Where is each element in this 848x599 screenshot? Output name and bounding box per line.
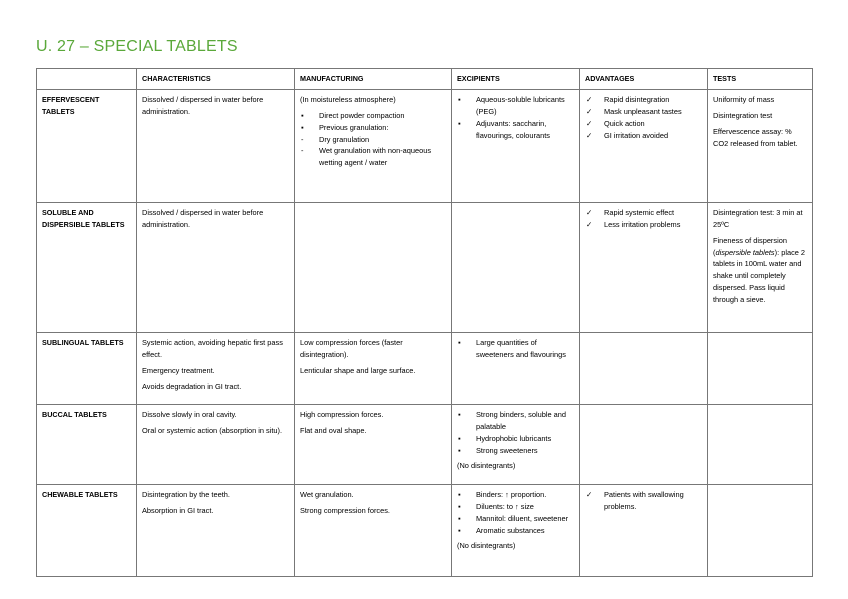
list-item: ▪ Strong binders, soluble and palatable bbox=[458, 410, 566, 431]
check-icon: ✓ bbox=[586, 106, 593, 116]
header-advantages: ADVANTAGES bbox=[580, 69, 708, 90]
bullet-icon: ▪ bbox=[458, 513, 461, 523]
cell-text: High compression forces. bbox=[300, 410, 384, 419]
bullet-icon: ▪ bbox=[458, 410, 461, 419]
list-item: ▪ Mannitol: diluent, sweetener bbox=[458, 513, 569, 523]
check-icon: ✓ bbox=[586, 118, 593, 128]
list-item: ✓ GI irritation avoided bbox=[586, 130, 669, 140]
bullet-icon: ▪ bbox=[458, 118, 461, 128]
cell-text: (No disintegrants) bbox=[457, 541, 516, 551]
header-manufacturing: MANUFACTURING bbox=[295, 69, 452, 90]
special-tablets-table bbox=[36, 68, 813, 577]
table-header-row bbox=[37, 69, 813, 90]
check-icon: ✓ bbox=[586, 208, 593, 217]
cell-text: Wet granulation. bbox=[300, 490, 354, 499]
check-icon: ✓ bbox=[586, 95, 593, 104]
dash-icon: - bbox=[301, 134, 304, 144]
table-row bbox=[37, 90, 813, 203]
cell-text: Dissolved / dispersed in water before administration. bbox=[142, 95, 264, 116]
list-item: ▪ Large quantities of sweeteners and flavourings bbox=[458, 338, 566, 359]
cell-tests bbox=[708, 333, 813, 405]
list-item: ✓ Quick action bbox=[586, 118, 645, 128]
list-item: ✓ Mask unpleasant tastes bbox=[586, 106, 682, 116]
cell-manufacturing bbox=[295, 203, 452, 333]
header-tests: TESTS bbox=[708, 69, 813, 90]
cell-advantages bbox=[580, 90, 708, 203]
row-header-effervescent: EFFERVESCENT TABLETS bbox=[37, 90, 137, 203]
cell-characteristics bbox=[137, 405, 295, 485]
cell-advantages bbox=[580, 405, 708, 485]
cell-text: (No disintegrants) bbox=[457, 461, 516, 471]
cell-manufacturing bbox=[295, 90, 452, 203]
check-icon: ✓ bbox=[586, 130, 593, 140]
check-icon: ✓ bbox=[586, 490, 593, 499]
cell-text: Dissolved / dispersed in water before administration. bbox=[142, 208, 264, 229]
bullet-icon: ▪ bbox=[458, 501, 461, 511]
cell-excipients bbox=[452, 485, 580, 577]
list-item: ▪ Direct powder compaction bbox=[301, 110, 405, 120]
cell-tests bbox=[708, 485, 813, 577]
cell-text: Effervescence assay: % CO2 released from tablet. bbox=[713, 126, 798, 148]
page-title: U. 27 – SPECIAL TABLETS bbox=[36, 38, 238, 55]
cell-excipients bbox=[452, 90, 580, 203]
list-item: ▪ Aqueous-soluble lubricants (PEG) bbox=[458, 95, 565, 116]
cell-text: Emergency treatment. bbox=[142, 365, 215, 375]
bullet-icon: ▪ bbox=[458, 445, 461, 455]
list-item: ▪ Hydrophobic lubricants bbox=[458, 433, 552, 443]
list-item: ✓ Rapid disintegration bbox=[586, 95, 670, 104]
row-header-sublingual: SUBLINGUAL TABLETS bbox=[37, 333, 137, 405]
cell-text: Dissolve slowly in oral cavity. bbox=[142, 410, 237, 419]
bullet-icon: ▪ bbox=[301, 110, 304, 120]
header-empty bbox=[37, 69, 137, 90]
list-item: - Dry granulation bbox=[301, 134, 370, 144]
table-row bbox=[37, 405, 813, 485]
cell-text: Oral or systemic action (absorption in situ). bbox=[142, 425, 283, 435]
cell-manufacturing bbox=[295, 333, 452, 405]
list-item: ▪ Strong sweeteners bbox=[458, 445, 538, 455]
list-item: ▪ Previous granulation: bbox=[301, 122, 389, 132]
cell-text: Lenticular shape and large surface. bbox=[300, 365, 416, 375]
cell-tests bbox=[708, 203, 813, 333]
cell-advantages bbox=[580, 203, 708, 333]
list-item: ▪ Aromatic substances bbox=[458, 525, 545, 535]
cell-tests bbox=[708, 90, 813, 203]
cell-text: Disintegration by the teeth. bbox=[142, 490, 230, 499]
list-item: ▪ Adjuvants: saccharin, flavourings, colourants bbox=[458, 118, 550, 140]
cell-manufacturing bbox=[295, 405, 452, 485]
cell-advantages bbox=[580, 333, 708, 405]
list-item: ✓ Less irritation problems bbox=[586, 219, 681, 229]
header-excipients: EXCIPIENTS bbox=[452, 69, 580, 90]
cell-text: Systemic action, avoiding hepatic first pass effect. bbox=[142, 338, 283, 359]
list-item: ▪ Binders: ↑ proportion. bbox=[458, 490, 547, 499]
list-item: - Wet granulation with non-aqueous wetting agent / water bbox=[301, 146, 432, 168]
row-header-chewable: CHEWABLE TABLETS bbox=[37, 485, 137, 577]
bullet-icon: ▪ bbox=[458, 525, 461, 535]
cell-manufacturing bbox=[295, 485, 452, 577]
cell-text: Absorption in GI tract. bbox=[142, 505, 214, 515]
cell-characteristics bbox=[137, 333, 295, 405]
list-item: ✓ Patients with swallowing problems. bbox=[586, 490, 684, 511]
cell-text: Strong compression forces. bbox=[300, 505, 390, 515]
bullet-icon: ▪ bbox=[301, 122, 304, 132]
cell-excipients bbox=[452, 405, 580, 485]
cell-characteristics bbox=[137, 203, 295, 333]
cell-excipients bbox=[452, 203, 580, 333]
cell-advantages bbox=[580, 485, 708, 577]
bullet-icon: ▪ bbox=[458, 490, 461, 499]
cell-text: Flat and oval shape. bbox=[300, 425, 367, 435]
dash-icon: - bbox=[301, 146, 304, 156]
table-row bbox=[37, 203, 813, 333]
bullet-icon: ▪ bbox=[458, 433, 461, 443]
cell-text: Low compression forces (faster disintegration). bbox=[300, 338, 403, 359]
list-item: ▪ Diluents: to ↑ size bbox=[458, 501, 534, 511]
header-characteristics: CHARACTERISTICS bbox=[137, 69, 295, 90]
cell-text: Disintegration test: 3 min at 25ºC bbox=[713, 208, 803, 229]
cell-excipients bbox=[452, 333, 580, 405]
cell-text: Avoids degradation in GI tract. bbox=[142, 381, 242, 391]
check-icon: ✓ bbox=[586, 219, 593, 229]
cell-text: (In moistureless atmosphere) bbox=[300, 95, 396, 104]
cell-tests bbox=[708, 405, 813, 485]
bullet-icon: ▪ bbox=[458, 338, 461, 347]
table-row bbox=[37, 333, 813, 405]
cell-text: Uniformity of mass bbox=[713, 95, 775, 104]
cell-characteristics bbox=[137, 90, 295, 203]
table-row bbox=[37, 485, 813, 577]
row-header-soluble: SOLUBLE AND DISPERSIBLE TABLETS bbox=[37, 203, 137, 333]
cell-characteristics bbox=[137, 485, 295, 577]
cell-text: Disintegration test bbox=[713, 110, 773, 120]
list-item: ✓ Rapid systemic effect bbox=[586, 208, 675, 217]
bullet-icon: ▪ bbox=[458, 95, 461, 104]
row-header-buccal: BUCCAL TABLETS bbox=[37, 405, 137, 485]
cell-text: Fineness of dispersion (dispersible tablets): place 2 tablets in 100mL water and shake until completely dispersed. Pass liquid through a sieve. bbox=[713, 235, 806, 304]
